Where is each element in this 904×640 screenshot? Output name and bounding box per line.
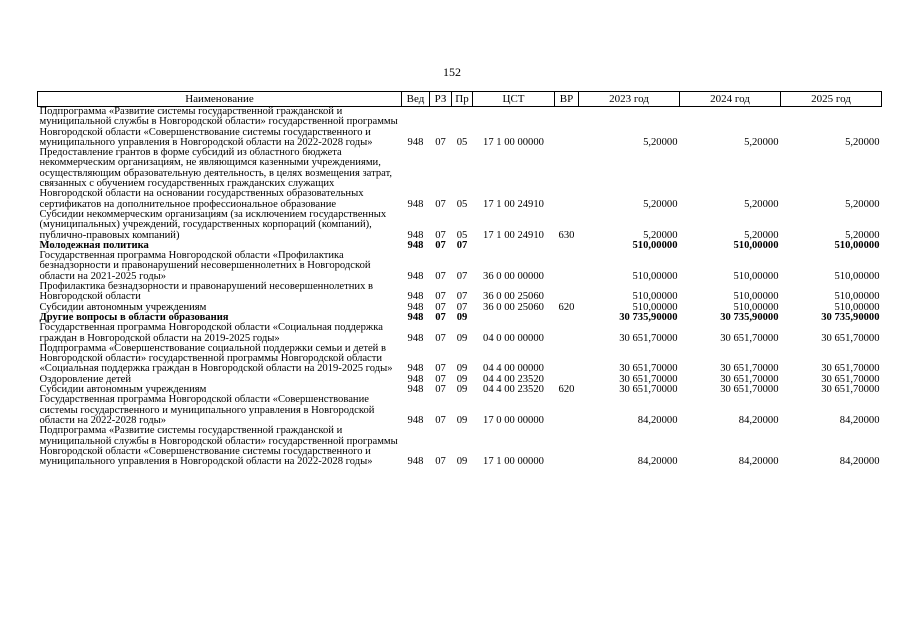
- ved-cell: 948: [407, 239, 424, 251]
- row-name: Государственная программа Новгородской области «Совершенствование системы государственного и муниципального управления в Новгородской области на 2022-2028 годы»: [39, 394, 375, 426]
- budget-table: [37, 91, 882, 467]
- year-2025-cell: 30 651,70000: [821, 363, 880, 375]
- rz-cell: 07: [435, 239, 446, 251]
- column-header: Наименование: [38, 92, 402, 107]
- year-2023-cell: 510,00000: [632, 291, 678, 303]
- year-2023-cell: 510,00000: [632, 239, 678, 251]
- year-2025-cell: 5,20000: [845, 136, 880, 148]
- cst-cell: 04 4 00 23520: [483, 373, 544, 385]
- column-header: ВР: [555, 92, 579, 107]
- year-2023-cell: 30 651,70000: [619, 332, 678, 344]
- pr-cell: 07: [456, 301, 468, 313]
- year-2024-cell: 30 651,70000: [720, 332, 779, 344]
- ved-cell: 948: [407, 311, 424, 323]
- cst-cell: 17 1 00 24910: [483, 229, 544, 241]
- table-row: [38, 251, 882, 282]
- rz-cell: 07: [435, 414, 446, 426]
- vr-cell: [555, 107, 579, 149]
- cst-cell: 36 0 00 00000: [483, 270, 544, 282]
- year-2023-cell: 5,20000: [643, 136, 678, 148]
- rz-cell: 07: [435, 311, 446, 323]
- table-row: [38, 148, 882, 210]
- table-row: [38, 282, 882, 303]
- cst-cell: 17 0 00 00000: [483, 414, 544, 426]
- year-2025-cell: 5,20000: [845, 229, 880, 241]
- rz-cell: 07: [435, 270, 446, 282]
- row-name: Субсидии автономным учреждениям: [39, 301, 207, 313]
- rz-cell: 07: [435, 384, 446, 396]
- column-header: 2024 год: [680, 92, 781, 107]
- year-2025-cell: 84,20000: [839, 414, 880, 426]
- rz-cell: 07: [435, 301, 446, 313]
- column-header: Пр: [452, 92, 473, 107]
- table-row: [38, 323, 882, 344]
- ved-cell: 948: [407, 384, 424, 396]
- year-2023-cell: 510,00000: [632, 270, 678, 282]
- year-2024-cell: 5,20000: [744, 229, 779, 241]
- pr-cell: 09: [456, 414, 468, 426]
- row-name: Другие вопросы в области образования: [39, 311, 229, 323]
- ved-cell: 948: [407, 301, 424, 313]
- year-2025-cell: 5,20000: [845, 198, 880, 210]
- cst-cell: 36 0 00 25060: [483, 291, 544, 303]
- year-2024-cell: 84,20000: [738, 414, 779, 426]
- vr-cell: 620: [558, 301, 575, 313]
- pr-cell: 09: [456, 456, 468, 468]
- row-name: Подпрограмма «Развитие системы государственной гражданской и муниципальной службы в Новгородской области» государственной программы Новгородской области «Совершенствование системы государственного и муниципального управления в Новгородской области на 2022-2028 годы»: [39, 106, 398, 148]
- row-name: Государственная программа Новгородской области «Профилактика безнадзорности и правонарушений несовершеннолетних в Новгородской области на 2021-2025 годы»: [39, 250, 371, 282]
- year-2024-cell: 510,00000: [733, 270, 779, 282]
- year-2025-cell: 510,00000: [834, 239, 880, 251]
- year-2023-cell: 5,20000: [643, 198, 678, 210]
- rz-cell: 07: [435, 198, 446, 210]
- table-row: [38, 344, 882, 375]
- column-header: РЗ: [430, 92, 452, 107]
- year-2023-cell: 30 651,70000: [619, 373, 678, 385]
- pr-cell: 05: [456, 136, 468, 148]
- column-header: 2025 год: [781, 92, 882, 107]
- pr-cell: 05: [456, 229, 468, 241]
- pr-cell: 07: [456, 291, 468, 303]
- pr-cell: 09: [456, 311, 468, 323]
- row-name: Субсидии автономным учреждениям: [39, 384, 207, 396]
- row-name: Профилактика безнадзорности и правонарушений несовершеннолетних в Новгородской области: [39, 281, 374, 303]
- cst-cell: 04 4 00 23520: [483, 384, 544, 396]
- row-name: Подпрограмма «Совершенствование социальной поддержки семьи и детей в Новгородской области» государственной программы Новгородской области «Социальная поддержка граждан в Новгородской области на 2019-2025 годы»: [39, 342, 393, 375]
- ved-cell: 948: [407, 414, 424, 426]
- year-2025-cell: 30 651,70000: [821, 332, 880, 344]
- ved-cell: 948: [407, 229, 424, 241]
- year-2024-cell: 84,20000: [738, 456, 779, 468]
- year-2024-cell: 510,00000: [733, 301, 779, 313]
- cst-cell: [473, 313, 555, 323]
- cst-cell: 17 1 00 00000: [483, 456, 544, 468]
- cst-cell: [473, 241, 555, 251]
- year-2023-cell: 5,20000: [643, 229, 678, 241]
- year-2023-cell: 30 651,70000: [619, 363, 678, 375]
- vr-cell: [555, 426, 579, 467]
- year-2023-cell: 84,20000: [637, 456, 678, 468]
- cst-cell: 04 4 00 00000: [483, 363, 544, 375]
- column-header: Вед: [402, 92, 430, 107]
- year-2024-cell: 30 651,70000: [720, 363, 779, 375]
- rz-cell: 07: [435, 136, 446, 148]
- year-2025-cell: 510,00000: [834, 301, 880, 313]
- page-number: 152: [443, 65, 461, 79]
- year-2025-cell: 84,20000: [839, 456, 880, 468]
- year-2024-cell: 30 735,90000: [720, 311, 779, 323]
- cst-cell: 17 1 00 24910: [483, 198, 544, 210]
- rz-cell: 07: [435, 456, 446, 468]
- vr-cell: [555, 241, 579, 251]
- vr-cell: [555, 323, 579, 344]
- rz-cell: 07: [435, 363, 446, 375]
- rz-cell: 07: [435, 332, 446, 344]
- vr-cell: [555, 251, 579, 282]
- year-2025-cell: 510,00000: [834, 291, 880, 303]
- rz-cell: 07: [435, 291, 446, 303]
- vr-cell: [555, 313, 579, 323]
- year-2024-cell: 30 651,70000: [720, 384, 779, 396]
- column-header: 2023 год: [579, 92, 680, 107]
- row-name: Подпрограмма «Развитие системы государственной гражданской и муниципальной службы в Новгородской области» государственной программы Новгородской области «Совершенствование системы государственного и муниципального управления в Новгородской области на 2022-2028 годы»: [39, 425, 398, 468]
- table-row: [38, 107, 882, 149]
- cst-cell: 36 0 00 25060: [483, 301, 544, 313]
- pr-cell: 09: [456, 332, 468, 344]
- ved-cell: 948: [407, 198, 424, 210]
- row-name: Государственная программа Новгородской области «Социальная поддержка граждан в Новгородской области на 2019-2025 годы»: [39, 322, 383, 344]
- row-name: Молодежная политика: [39, 239, 149, 251]
- ved-cell: 948: [407, 291, 424, 303]
- row-name: Субсидии некоммерческим организациям (за исключением государственных (муниципальных) учреждений, государственных корпораций (компаний), публично-правовых компаний): [39, 208, 387, 241]
- vr-cell: [555, 282, 579, 303]
- year-2025-cell: 30 735,90000: [821, 311, 880, 323]
- year-2024-cell: 30 651,70000: [720, 373, 779, 385]
- column-header: ЦСТ: [473, 92, 555, 107]
- pr-cell: 05: [456, 198, 468, 210]
- year-2025-cell: 30 651,70000: [821, 384, 880, 396]
- pr-cell: 09: [456, 363, 468, 375]
- pr-cell: 09: [456, 373, 468, 385]
- vr-cell: 620: [558, 384, 575, 396]
- rz-cell: 07: [435, 373, 446, 385]
- year-2024-cell: 5,20000: [744, 198, 779, 210]
- year-2024-cell: 510,00000: [733, 291, 779, 303]
- ved-cell: 948: [407, 136, 424, 148]
- year-2023-cell: 30 651,70000: [619, 384, 678, 396]
- year-2024-cell: 5,20000: [744, 136, 779, 148]
- vr-cell: 630: [558, 229, 575, 241]
- vr-cell: [555, 148, 579, 210]
- table-row: [38, 426, 882, 467]
- year-2023-cell: 30 735,90000: [619, 311, 678, 323]
- vr-cell: [555, 344, 579, 375]
- pr-cell: 07: [456, 270, 468, 282]
- table-row: [38, 210, 882, 241]
- vr-cell: [555, 395, 579, 426]
- year-2024-cell: 510,00000: [733, 239, 779, 251]
- table-body: [38, 107, 882, 468]
- cst-cell: 17 1 00 00000: [483, 136, 544, 148]
- ved-cell: 948: [407, 363, 424, 375]
- table-row: [38, 395, 882, 426]
- table-header-row: [38, 92, 882, 107]
- year-2023-cell: 510,00000: [632, 301, 678, 313]
- pr-cell: 07: [456, 239, 468, 251]
- pr-cell: 09: [456, 384, 468, 396]
- rz-cell: 07: [435, 229, 446, 241]
- ved-cell: 948: [407, 456, 424, 468]
- year-2023-cell: 84,20000: [637, 414, 678, 426]
- row-name: Оздоровление детей: [39, 373, 132, 385]
- ved-cell: 948: [407, 373, 424, 385]
- year-2025-cell: 510,00000: [834, 270, 880, 282]
- ved-cell: 948: [407, 270, 424, 282]
- row-name: Предоставление грантов в форме субсидий из областного бюджета некоммерческим организациям, не являющимся казенными учреждениями, осуществляющим образовательную деятельность, в целях возмещения затрат, связанных с обучением государственных гражданских служащих Новгородской области на основании государственных образовательных сертификатов на дополнительное профессиональное образование: [39, 147, 393, 210]
- year-2025-cell: 30 651,70000: [821, 373, 880, 385]
- cst-cell: 04 0 00 00000: [483, 332, 544, 344]
- ved-cell: 948: [407, 332, 424, 344]
